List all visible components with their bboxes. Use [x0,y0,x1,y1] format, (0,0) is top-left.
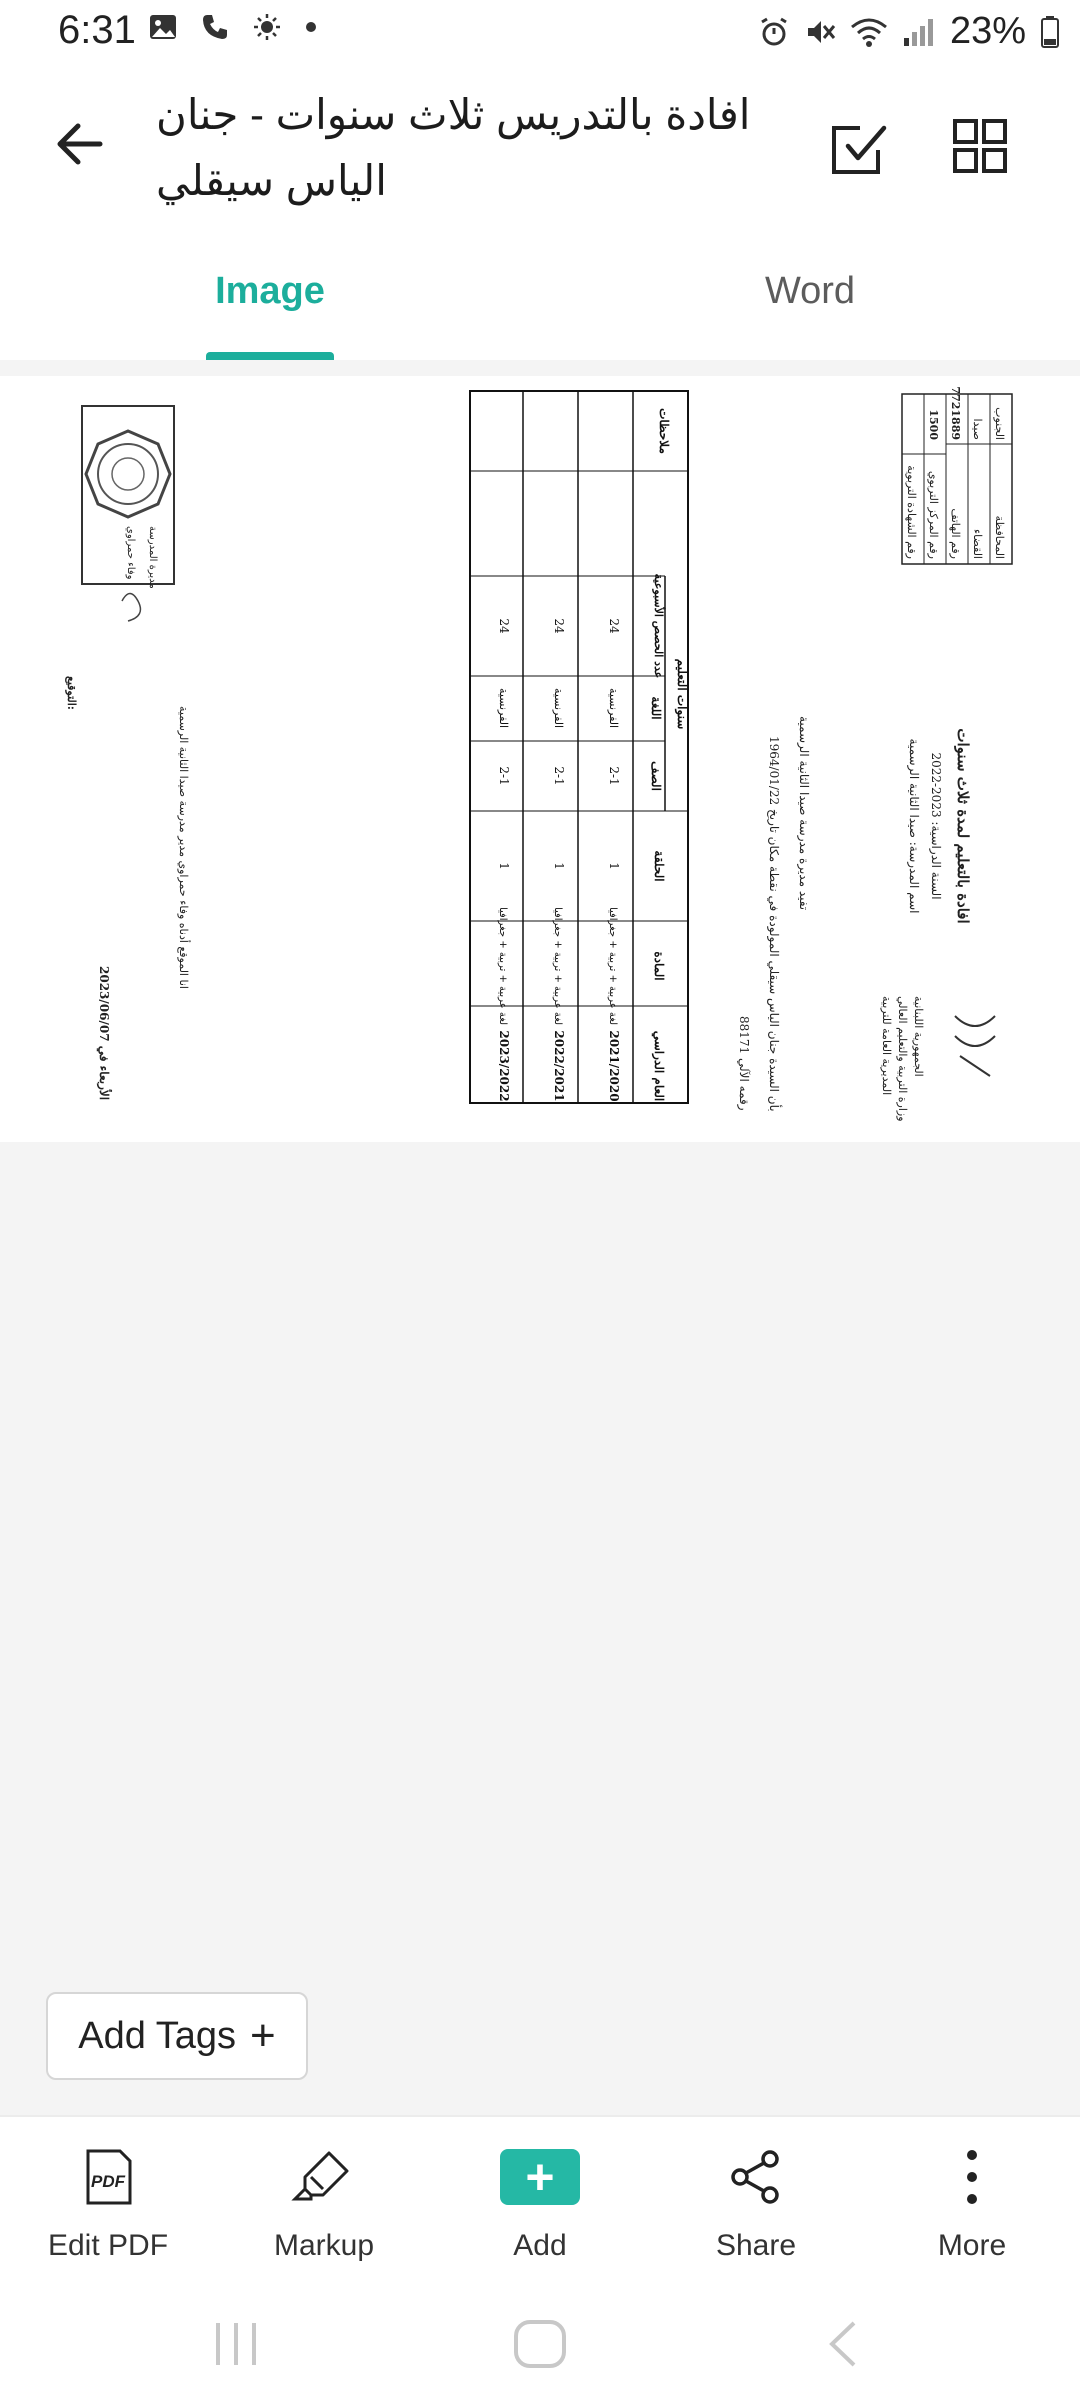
more-label: More [937,2229,1007,2262]
meta-label-certificate: رقم الشهادة التربوية [905,465,918,559]
dot-icon [304,12,318,42]
pdf-icon [78,2147,138,2207]
back-button[interactable] [52,114,112,174]
col-header-notes: ملاحظات [657,408,671,454]
signal-icon [902,16,936,48]
col-header-language: اللغة [649,696,663,720]
plus-icon: + [500,2149,580,2205]
status-bar [0,0,1080,64]
view-tabs [0,250,1080,360]
content-area [0,360,1080,2115]
tab-word[interactable]: Word [764,270,856,312]
row2-cycle: 1 [552,862,566,870]
add-tags-button[interactable] [46,1992,308,2080]
wifi-icon [850,16,888,48]
scanned-document [0,376,1080,1142]
doc-intro: تفيد مديرة مدرسة صيدا الثانية الرسمية [797,716,811,911]
row1-cycle: 1 [607,862,621,870]
ministry-logo-icon [955,1016,995,1076]
tab-image[interactable]: Image [215,270,325,312]
meta-label-center: رقم المركز التربوي [927,470,940,559]
row2-year: 2022/2021 [552,1030,566,1102]
document-title[interactable]: افادة بالتدريس ثلاث سنوات - جنان الياس سيقلي [156,91,751,204]
row3-class: 2-1 [497,766,511,786]
app-header [0,64,1080,234]
back-nav-button[interactable] [822,2319,862,2374]
col-header-class: الصف [649,761,663,791]
select-button[interactable] [826,116,892,182]
more-button[interactable] [872,2137,1072,2287]
alarm-icon [758,16,790,48]
meta-value-phone: 7721889 [949,386,962,440]
bottom-toolbar [0,2115,1080,2297]
add-button[interactable] [440,2137,640,2287]
grid-view-button[interactable] [952,118,1008,174]
markup-button[interactable] [224,2137,424,2287]
ministry-line-2: وزارة التربية والتعليم العالي [896,996,909,1122]
row3-subject: لغة عربية + تربية + جغرافيا [497,906,508,1026]
share-button[interactable] [656,2137,856,2287]
status-time: 6:31 [58,8,136,52]
grid-icon [952,118,1008,174]
checkbox-check-icon [826,116,892,182]
share-icon [728,2147,784,2207]
arrow-left-icon [52,114,112,174]
row1-language: الفرنسية [607,687,620,729]
markup-label: Markup [273,2229,375,2262]
row3-hours: 24 [497,618,511,634]
active-tab-indicator [206,352,334,360]
plus-icon: + [250,2011,276,2060]
phone-icon [200,12,230,42]
row3-year: 2023/2022 [497,1030,511,1102]
gallery-icon [148,12,178,42]
col-header-cycle: الحلقة [652,850,666,882]
stamp-line-2: وفاء حمراوي [125,526,136,580]
col-header-hours: عدد الحصص الأسبوعية [652,573,665,679]
battery-icon [1040,15,1060,49]
stamp-line-3: التوقيع: [65,676,78,710]
share-label: Share [715,2229,797,2262]
meta-value-center: 1500 [927,409,940,440]
meta-value-governorate: الجنوب [993,407,1006,440]
row2-class: 2-1 [552,766,566,786]
doc-heading: افادة بالتعليم لمدة ثلاث سنوات [954,728,972,924]
home-button[interactable] [512,2319,568,2374]
row1-subject: لغة عربية + تربية + جغرافيا [607,906,618,1026]
recent-apps-icon [212,2319,262,2369]
ministry-line-1: الجمهورية اللبنانية [912,996,925,1077]
handwritten-signature [122,594,140,622]
system-navigation-bar [0,2295,1080,2408]
edit-pdf-button[interactable] [8,2137,208,2287]
edit-pdf-label: Edit PDF [47,2229,169,2262]
doc-school-name: اسم المدرسة: صيدا الثانية الرسمية [907,738,921,914]
row2-subject: لغة عربية + تربية + جغرافيا [552,906,563,1026]
recent-apps-button[interactable] [212,2319,262,2374]
row3-cycle: 1 [497,862,511,870]
row3-language: الفرنسية [497,687,510,729]
document-image-preview[interactable] [0,376,1080,1142]
row1-class: 2-1 [607,766,621,786]
home-icon [512,2319,568,2369]
meta-label-phone: رقم الهاتف [949,508,962,559]
doc-reg: رقمه الآلي 88171 [737,1016,751,1111]
doc-school-year: السنة الدراسية: 2023-2022 [929,752,943,900]
doc-signature-intro: انا الموقع أدناه وفاء حمراوي مدير مدرسة صيدا الثانية الرسمية [177,706,190,989]
add-tags-label: Add Tags [78,2014,237,2057]
row1-year: 2021/2020 [607,1030,621,1102]
meta-label-district: القضاء [971,528,984,559]
col-header-year: العام الدراسي [652,1030,666,1102]
chevron-left-icon [822,2319,862,2369]
mute-icon [804,16,836,48]
brightness-icon [252,12,282,42]
ministry-line-3: المديرية العامة للتربية [880,996,893,1096]
status-system-icons [758,10,1060,53]
doc-date: الأربعاء في 2023/06/07 [97,966,111,1101]
stamp-line-1: مديرة المدرسة [147,526,158,589]
more-vertical-icon [962,2147,982,2207]
col-header-subject: المادة [652,951,666,981]
col-group-header: سنوات التعليم [675,658,689,730]
doc-person: بأن السيدة جنان الياس سيقلي المولودة في نقطة مكان تاريخ 1964/01/22 [767,736,781,1112]
row2-language: الفرنسية [552,687,565,729]
highlighter-icon [291,2147,357,2207]
battery-percentage: 23% [949,10,1026,52]
svg-text:PDF: PDF [91,2172,125,2191]
status-notification-icons [148,12,318,42]
row2-hours: 24 [552,618,566,634]
meta-value-district: صيدا [971,418,984,440]
add-label: Add [513,2229,567,2262]
meta-label-governorate: المحافظة [993,515,1006,559]
row1-hours: 24 [607,618,621,634]
